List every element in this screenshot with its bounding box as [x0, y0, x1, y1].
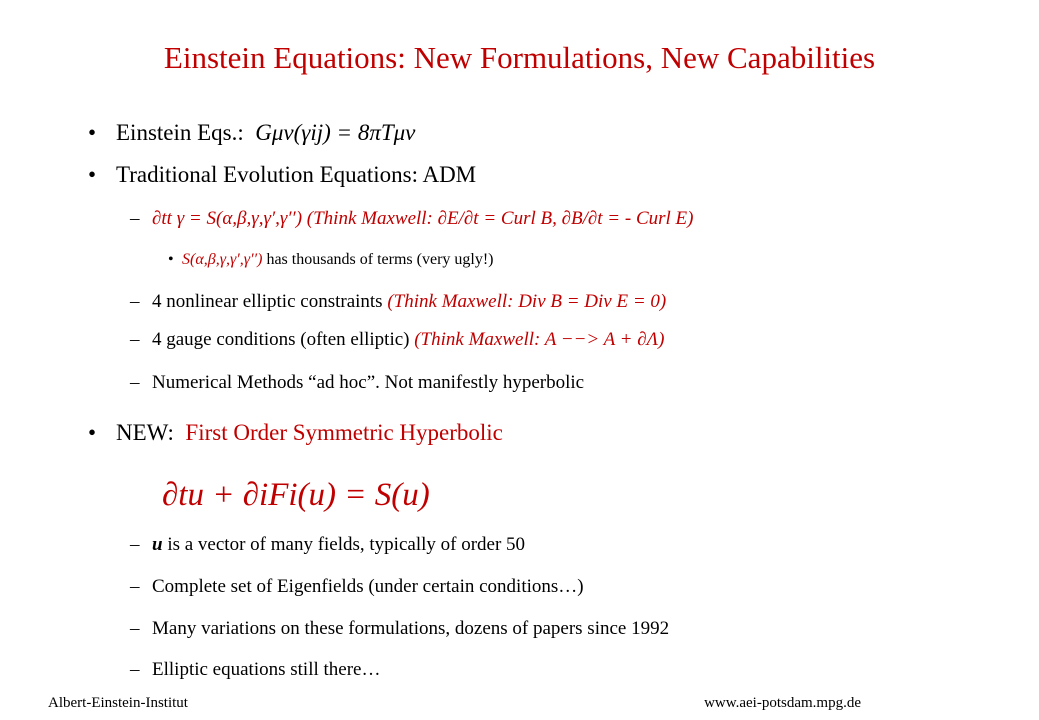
numerical-methods-text: Numerical Methods “ad hoc”. Not manifestly hyperbolic [152, 372, 585, 393]
bullet-glyph: • [88, 120, 97, 145]
bullet-glyph: • [88, 420, 97, 445]
adm-sub-item-4 [130, 370, 584, 396]
dash-glyph: – [130, 372, 140, 393]
bullet-glyph: • [88, 162, 97, 187]
adm-sub-sub-item [168, 249, 494, 271]
bullet-glyph: • [168, 251, 174, 268]
einstein-eqs-label: Einstein Eqs.: [116, 120, 244, 145]
word-hyperbolic: Hyperbolic [399, 420, 503, 445]
dash-glyph: – [130, 329, 140, 350]
maxwell-analogy-note: (Think Maxwell: ∂E/∂t = Curl B, ∂B/∂t = - Curl E) [306, 208, 694, 229]
dash-glyph: – [130, 576, 140, 597]
dash-glyph: – [130, 659, 140, 680]
word-symmetric: Symmetric [292, 420, 394, 445]
hyperbolic-equation: ∂tu + ∂iFi(u) = S(u) [162, 477, 430, 513]
traditional-evolution-text: Traditional Evolution Equations: ADM [116, 162, 477, 187]
footer-institute: Albert-Einstein-Institut [48, 695, 188, 711]
dash-glyph: – [130, 618, 140, 639]
einstein-equation: Gμν(γij) = 8πTμν [255, 120, 416, 145]
bullet-traditional-evolution [88, 160, 476, 190]
adm-sub-item-2 [130, 289, 666, 315]
dash-glyph: – [130, 208, 140, 229]
adm-sub-item-3 [130, 327, 664, 353]
dash-glyph: – [130, 534, 140, 555]
new-prefix: NEW: [116, 420, 174, 445]
constraints-maxwell-note: (Think Maxwell: Div B = Div E = 0) [387, 291, 667, 312]
slide-title: Einstein Equations: New Formulations, New Capabilities [163, 40, 876, 75]
dash-glyph: – [130, 291, 140, 312]
new-sub-item-2 [130, 574, 584, 600]
new-sub-item-4 [130, 657, 380, 683]
adm-sub-item-1 [130, 206, 693, 232]
gauge-maxwell-note: (Think Maxwell: A −−> A + ∂Λ) [414, 329, 665, 350]
bullet-new-formulation [88, 418, 503, 448]
u-symbol: u [152, 534, 163, 555]
variations-text: Many variations on these formulations, dozens of papers since 1992 [152, 618, 670, 639]
gauge-conditions-text: 4 gauge conditions (often elliptic) [152, 329, 410, 350]
source-term-text: has thousands of terms (very ugly!) [266, 251, 494, 268]
word-order: Order [233, 420, 287, 445]
bullet-einstein-eqs [88, 118, 415, 148]
footer-url: www.aei-potsdam.mpg.de [704, 695, 861, 711]
word-first: First [185, 420, 228, 445]
new-sub-item-1 [130, 532, 525, 558]
u-vector-text: is a vector of many fields, typically of order 50 [167, 534, 526, 555]
new-sub-item-3 [130, 616, 669, 642]
constraints-text: 4 nonlinear elliptic constraints [152, 291, 383, 312]
source-term-expression: S(α,β,γ,γ′,γ′′) [182, 251, 263, 268]
elliptic-still-text: Elliptic equations still there… [152, 659, 381, 680]
eigenfields-text: Complete set of Eigenfields (under certain conditions…) [152, 576, 584, 597]
adm-evolution-equation: ∂tt γ = S(α,β,γ,γ′,γ′′) [152, 208, 303, 229]
